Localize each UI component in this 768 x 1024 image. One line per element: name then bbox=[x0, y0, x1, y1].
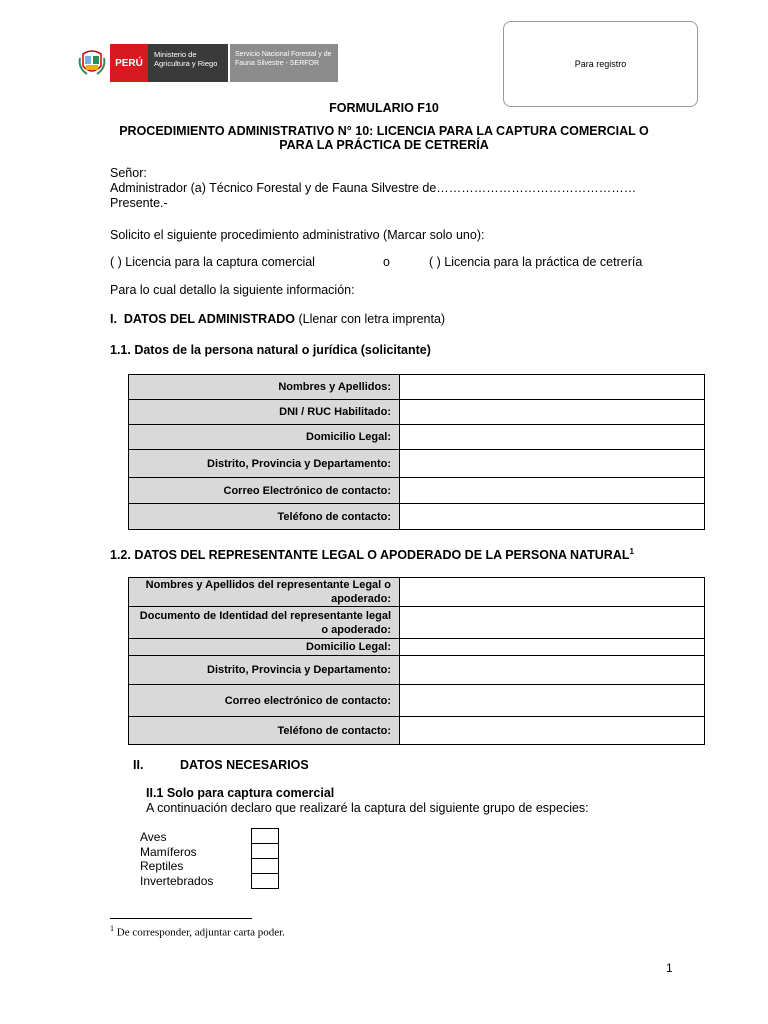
procedure-title-line2: PARA LA PRÁCTICA DE CETRERÍA bbox=[279, 138, 489, 152]
invertebrados-checkbox[interactable] bbox=[251, 873, 279, 889]
field-label: Distrito, Provincia y Departamento: bbox=[129, 656, 400, 685]
footnote-divider bbox=[110, 918, 252, 919]
option-captura-comercial[interactable]: ( ) Licencia para la captura comercial bbox=[110, 255, 315, 269]
option-separator: o bbox=[383, 255, 390, 269]
page-number: 1 bbox=[666, 961, 673, 975]
registro-label: Para registro bbox=[574, 59, 627, 69]
field-label: Teléfono de contacto: bbox=[129, 504, 400, 530]
species-list bbox=[140, 830, 213, 888]
form-title: FORMULARIO F10 bbox=[329, 101, 439, 115]
coat-of-arms-icon bbox=[74, 44, 110, 82]
info-intro: Para lo cual detallo la siguiente información: bbox=[110, 283, 355, 297]
rep-telefono-input[interactable] bbox=[400, 717, 705, 745]
table-row bbox=[129, 375, 705, 400]
list-item: Reptiles bbox=[140, 859, 184, 873]
field-label: Documento de Identidad del representante legal o apoderado: bbox=[129, 607, 400, 639]
list-item: Mamíferos bbox=[140, 844, 197, 859]
rep-correo-input[interactable] bbox=[400, 685, 705, 717]
table-row bbox=[129, 717, 705, 745]
table-row bbox=[129, 425, 705, 450]
applicant-table bbox=[128, 374, 705, 530]
table-row bbox=[129, 400, 705, 425]
field-label: Distrito, Provincia y Departamento: bbox=[129, 450, 400, 478]
field-label: Nombres y Apellidos del representante Legal o apoderado: bbox=[129, 578, 400, 607]
section-1-1-heading: 1.1. Datos de la persona natural o jurídica (solicitante) bbox=[110, 343, 431, 357]
rep-distrito-input[interactable] bbox=[400, 656, 705, 685]
domicilio-input[interactable] bbox=[400, 425, 705, 450]
correo-input[interactable] bbox=[400, 478, 705, 504]
table-row bbox=[129, 685, 705, 717]
footnote-ref: 1 bbox=[629, 547, 634, 556]
registro-box bbox=[503, 21, 698, 107]
procedure-title-line1: PROCEDIMIENTO ADMINISTRATIVO N° 10: LICENCIA PARA LA CAPTURA COMERCIAL O bbox=[119, 124, 649, 138]
dni-ruc-input[interactable] bbox=[400, 400, 705, 425]
field-label: Nombres y Apellidos: bbox=[129, 375, 400, 400]
section-1-2-title: 1.2. DATOS DEL REPRESENTANTE LEGAL O APODERADO DE LA PERSONA NATURAL bbox=[110, 548, 630, 563]
telefono-input[interactable] bbox=[400, 504, 705, 530]
presente: Presente.- bbox=[110, 196, 168, 210]
ministry-label: Ministerio de Agricultura y Riego bbox=[148, 44, 228, 82]
footnote-mark: 1 bbox=[110, 924, 114, 933]
field-label: Teléfono de contacto: bbox=[129, 717, 400, 745]
table-row bbox=[129, 578, 705, 607]
mamiferos-checkbox[interactable] bbox=[251, 843, 279, 859]
nombres-input[interactable] bbox=[400, 375, 705, 400]
addressee: Administrador (a) Técnico Forestal y de Fauna Silvestre de………………………………………… bbox=[110, 181, 637, 195]
salutation: Señor: bbox=[110, 166, 147, 180]
list-item: Invertebrados bbox=[140, 873, 214, 888]
rep-nombres-input[interactable] bbox=[400, 578, 705, 607]
section-2-title: DATOS NECESARIOS bbox=[180, 758, 309, 772]
option-cetreria[interactable]: ( ) Licencia para la práctica de cetrería bbox=[429, 255, 643, 269]
field-label: Domicilio Legal: bbox=[129, 639, 400, 656]
table-row bbox=[129, 639, 705, 656]
rep-documento-input[interactable] bbox=[400, 607, 705, 639]
field-label: Domicilio Legal: bbox=[129, 425, 400, 450]
distrito-input[interactable] bbox=[400, 450, 705, 478]
footnote-text: De corresponder, adjuntar carta poder. bbox=[114, 926, 285, 939]
field-label: Correo Electrónico de contacto: bbox=[129, 478, 400, 504]
serfor-label: Servicio Nacional Forestal y de Fauna Silvestre - SERFOR bbox=[230, 44, 338, 82]
list-item: Aves bbox=[140, 830, 167, 844]
field-label: DNI / RUC Habilitado: bbox=[129, 400, 400, 425]
species-checkboxes bbox=[251, 829, 279, 889]
table-row bbox=[129, 656, 705, 685]
peru-label: PERÚ bbox=[110, 44, 148, 82]
table-row bbox=[129, 504, 705, 530]
table-row bbox=[129, 478, 705, 504]
rep-domicilio-input[interactable] bbox=[400, 639, 705, 656]
request-intro: Solicito el siguiente procedimiento administrativo (Marcar solo uno): bbox=[110, 228, 485, 242]
field-label: Correo electrónico de contacto: bbox=[129, 685, 400, 717]
section-1-heading bbox=[110, 312, 445, 326]
section-1-note: (Llenar con letra imprenta) bbox=[298, 312, 446, 326]
table-row bbox=[129, 450, 705, 478]
table-row bbox=[129, 607, 705, 639]
header-logo bbox=[74, 44, 338, 82]
section-2-1-heading: II.1 Solo para captura comercial bbox=[146, 786, 335, 800]
section-2-number: II. bbox=[133, 758, 144, 772]
representative-table bbox=[128, 577, 705, 745]
footnote bbox=[110, 924, 285, 939]
species-intro: A continuación declaro que realizaré la captura del siguiente grupo de especies: bbox=[146, 801, 589, 815]
section-1-2-heading bbox=[110, 547, 634, 562]
section-1-number: I. bbox=[110, 312, 117, 326]
section-1-title: DATOS DEL ADMINISTRADO bbox=[123, 312, 295, 326]
reptiles-checkbox[interactable] bbox=[251, 858, 279, 874]
aves-checkbox[interactable] bbox=[251, 828, 279, 844]
